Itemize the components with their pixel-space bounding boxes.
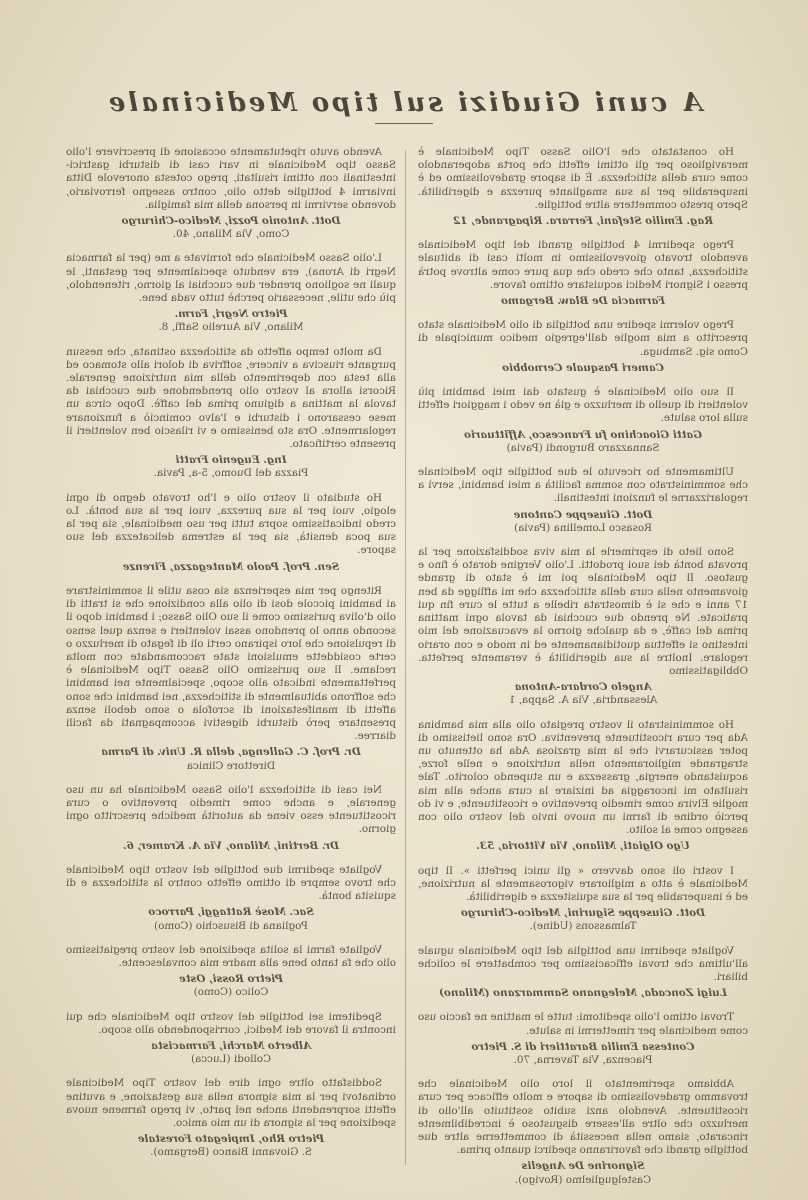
testimonial-signature: Angelo Cordara-Antona	[514, 681, 652, 694]
testimonial-entry	[418, 945, 748, 1001]
testimonial-entry	[418, 546, 748, 707]
testimonial-signature: Pietro Rho, Impiegato Forestale	[137, 1133, 325, 1146]
testimonial-signature: Dott. Giuseppe Sigurini, Medico-Chirurgo	[460, 907, 706, 920]
testimonial-entry	[418, 865, 748, 934]
testimonial-signature: Dott. Antonio Pozzi, Medico-Chirurgo	[121, 215, 341, 228]
testimonial-text: Avendo avuto ripetutamente occasione di prescrivere l'olio Sasso tipo Medicinale in vari casi di disturbi gastrici-intestinali con ottimi risultati, prego cotesta onorevole Ditta inviarmi 4 bottiglie detto olio, contro assegno ferroviario, dovendo servirmi in persona della mia famiglia.	[66, 146, 396, 211]
testimonial-text: Prego volermi spedire una bottiglia di olio Medicinale stato prescritto a mia moglie dall'egregio medico municipale di Como sig. Sambuga.	[418, 319, 748, 358]
testimonial-signature: Pietro Negri, Farm.	[174, 308, 288, 321]
testimonial-text: Abbiamo sperimentato il loro olio Medicinale che trovammo gradevolissimo di sapore e molto efficace per cura ricostituente. Avendolo anzi subito sostituito all'olio di merluzzo che oltre all'essere disgustoso è incredibilmente rincarato, siamo nella necessità di commetterne altre due bottiglie grandi che favoriranno spedirci quanto prima.	[418, 1078, 748, 1157]
testimonial-text: Trovai ottimo l'olio speditomi: tutte le mattine ne faccio uso come medicinale per rimettermi in salute.	[418, 1011, 748, 1037]
testimonial-text: Ho somministrato il vostro pregiato olio alla mia bambina Ada per cura ricostituente preventiva. Ora sono lietissimo di poter assicurarvi che la mia graziosa Ada ha ottenuto un stragrande miglioramento nella nutrizione e nelle forze, acquistando energia, grassezza e un stupendo colorito. Tale risultato mi incoraggia ad iniziare la cura anche alla mia moglie Elvira come rimedio preventivo e ricostituente, e vi do perciò ordine di farmi un nuovo invio del vostro olio con assegno come al solito.	[418, 718, 748, 837]
testimonial-entry	[418, 466, 748, 535]
testimonial-entry	[66, 146, 396, 241]
testimonial-entry	[66, 1011, 396, 1067]
testimonial-text: Vogliate farmi la solita spedizione del vostro pregiatissimo olio che fa tanto bene alla madre mia convalescente.	[66, 943, 396, 969]
testimonial-entry	[66, 492, 396, 574]
testimonial-entry	[418, 239, 748, 308]
testimonial-text: Il suo olio Medicinale è gustato dai miei bambini più volentieri di quello di merluzzo e già ne vedo i maggiori effetti sulla loro salute.	[418, 386, 748, 425]
testimonial-location: Castelguglielmo (Rovigo).	[514, 1173, 652, 1186]
testimonial-text: Ho studiato il vostro olio e l'ho trovato degno di ogni elogio, vuoi per la sua purezza, vuoi per la sua bontà. Lo credo indicatissimo sopra tutti per uso medicinale, sia per la sua poca densità, sia per la estrema delicatezza del suo sapore.	[66, 491, 396, 557]
testimonial-location: Piacenza, Via Taverna, 70.	[513, 1053, 653, 1066]
testimonial-text: Vogliate spedirmi due bottiglie del vostro tipo Medicinale che trovo sempre di ottimo effetto contro la stitichezza e di squisita bontà.	[66, 863, 396, 903]
testimonial-text: Ultimamente ho ricevuto le due bottiglie tipo Medicinale che somministrato con somma facilità a miei bambini, servì a regolarizzarne le funzioni intestinali.	[418, 466, 748, 505]
testimonial-text: I vostri oli sono davvero « gli unici perfetti ». Il tipo Medicinale è atto a migliorare vigorosamente la nutrizione, ed è insuperabile per la sua squisitezza e digeribilità.	[418, 864, 748, 903]
testimonial-text: Da molto tempo affetto da stitichezza ostinata, che nessun purgante riusciva a vincere, soffriva di dolori allo stomaco ed alla testa con deperimento della mia nutrizione generale. Ricorsi allora al vostro olio prendendone due cucchiai da tavola la mattina a digiuno prima del caffè. Dopo circa un mese cessarono i disturbi e l'alvo cominciò a funzionare regolarmente. Ora sto benissimo e vi rilascio ben volentieri il presente certificato.	[66, 345, 396, 451]
testimonial-signature: Signorine De Angelis	[521, 1160, 645, 1173]
testimonial-location: S. Giovanni Bianco (Bergamo).	[150, 1146, 312, 1159]
testimonial-entry	[66, 1077, 396, 1159]
testimonial-text: L'olio Sasso Medicinale che fornivate a me (per la farmacia Negri di Arona), era venduto specialmente per gestanti, le quali ne sogliono prender due cucchiai al giorno, ritenendolo, più che utile, necessario perchè tutto vada bene.	[66, 252, 396, 305]
testimonial-location: Collodi (Lucca)	[191, 1053, 271, 1066]
testimonial-signature: Dott. Giuseppe Cantone	[513, 508, 653, 521]
testimonial-text: Vogliate spedirmi una bottiglia del tipo Medicinale uguale all'ultima che trovai efficacissimo per combattere le coliche biliari.	[418, 944, 748, 983]
testimonial-signature: Contessa Emilia Barattieri di S. Pietro	[471, 1040, 695, 1053]
page-title: A cuni Giudizi sul tipo Medicinale	[105, 88, 703, 118]
testimonial-signature: Dr. Prof. C. Gallenga, della R. Univ. di Parma	[101, 746, 361, 759]
testimonial-location: Milano, Via Aurelio Saffi, 8.	[158, 321, 304, 334]
testimonial-entry	[418, 319, 748, 375]
title-rule	[375, 123, 433, 124]
testimonial-text: Ritengo per mia esperienza sia cosa utile il somministrare ai bambini piccole dosi di olio alla condizione che si tratti di olio d'oliva purissimo come il suo Olio Sasso; i bambini dopo il secondo anno lo prendono assai volentieri e senza quel senso di repulsione che loro ispirano certi oli di fegato di merluzzo o certe cosiddette emulsioni state raccomandate con molta reclame. Il suo purissimo Olio Sasso Tipo Medicinale è perfettamente indicato allo scopo, specialmente nei bambini che soffrono abitualmente di stitichezza, nei bambini che sono affetti di manifestazioni di scrofola o sono deboli senza presentare però disturbi digestivi accompagnati da facili diarree.	[66, 584, 396, 743]
testimonial-location: Alessandria, Via A. Sappa, 1	[508, 694, 658, 707]
testimonial-text: Soddisfatto oltre ogni dire del vostro Tipo Medicinale ordinatovi per la mia signora nella sua gestazione, e avutine effetti sorprendenti anche nel parto, vi prego farmene nuova spedizione per la signora di un mio amico.	[66, 1077, 396, 1129]
testimonial-location: Como, Via Milano, 40.	[172, 228, 290, 241]
testimonial-text: Ho constatato che l'Olio Sasso Tipo Medicinale è meraviglioso per gli ottimi effetti che porta adoperandolo come cura della stitichezza. È di sapore gradevolissimo ed è insuperabile per la sua smagliante purezza e digeribilità. Spero presto commettere altre bottiglie.	[418, 146, 748, 211]
testimonial-location: Colico (Como)	[193, 986, 269, 999]
testimonial-signature: Gatti Gioachino fu Francesco, Affittuario	[464, 428, 702, 441]
testimonial-signature: Sac. Mosè Rattaggi, Parroco	[148, 906, 314, 919]
column-divider	[405, 150, 406, 1165]
testimonial-signature: Luigi Zoncada, Melegnano Sammarzano (Milano)	[439, 987, 727, 1000]
testimonial-location: Talmassons (Udine).	[529, 920, 637, 933]
testimonial-entry	[66, 784, 396, 853]
testimonial-entry	[66, 346, 396, 481]
testimonial-text: Sono lieto di esprimerle la mia viva soddisfazione per la provata bontà dei suoi prodotti. L'olio Vergine dorato è fino e gustoso. Il tipo Medicinale poi mi è stato di grande giovamento nella cura della stitichezza che mi affligge da ben 17 anni e che si è dimostrata ribelle a tutte le cure fin qui praticate. Ne prendo due cucchiai da tavola ogni mattina prima del caffè, e da qualche giorno la evacuazione del mio intestino si effettua quotidianamente ed in modo e con orario regolare. Inoltre la sua digeribilità è veramente perfetta. Obbligatissimo	[418, 546, 748, 677]
testimonial-entry	[66, 252, 396, 334]
column-left-testimonials	[418, 146, 748, 1198]
testimonial-location: Rosasco Lomellina (Pavia)	[514, 521, 652, 534]
testimonial-entry	[66, 585, 396, 773]
testimonial-signature: Farmacia De Blaw. Bergamo	[501, 295, 665, 308]
testimonial-entry	[66, 944, 396, 1000]
testimonial-text: Nei casi di stitichezza l'olio Sasso Medicinale ha un uso generale, e anche come rimedio preventivo o cura ricostituente esso viene da autorità mediche prescritto ogni giorno.	[66, 783, 396, 836]
testimonial-signature: Sen. Prof. Paolo Mantegazza, Firenze	[122, 560, 340, 573]
testimonial-location: Pogliana di Bisuschio (Como)	[154, 919, 308, 932]
testimonial-signature: Cameri Pasquale Cernobbio	[502, 361, 664, 374]
testimonial-signature: Ugo Olgiati, Milano, Via Vittoria, 53.	[476, 840, 690, 853]
testimonial-location: Direttore Clinica	[186, 759, 276, 772]
testimonial-signature: Ing. Eugenio Fratti	[175, 454, 287, 467]
testimonial-location: Sannazzaro Burgondi (Pavia)	[506, 441, 660, 454]
testimonial-entry	[418, 386, 748, 455]
testimonial-text: Prego spedirmi 4 bottiglie grandi del tipo Medicinale avendolo trovato giovevolissimo in molti casi di abituale stitichezza, tanto che credo che qua pure come altrove potrà presso i Signori Medici acquistare ottimo favore.	[418, 239, 748, 291]
testimonial-entry	[418, 146, 748, 228]
testimonial-signature: Dr. Bertini, Milano, Via A. Kramer, 6.	[122, 839, 340, 852]
testimonial-entry	[418, 719, 748, 854]
testimonial-signature: Alberto Marchi, Farmacista	[151, 1039, 311, 1052]
testimonial-entry	[66, 864, 396, 933]
testimonial-signature: Pietro Rossi, Oste	[179, 973, 283, 986]
testimonial-entry	[418, 1078, 748, 1187]
testimonial-location: Piazza del Duomo, 5-a, Pavia.	[153, 467, 309, 480]
testimonial-signature: Rag. Emilio Stefani, Ferrara. Ripagrande, 12	[453, 215, 713, 228]
testimonial-text: Speditemi sei bottiglie del vostro tipo Medicinale che qui incontra il favore dei Medici, corrispondendo allo scopo.	[66, 1010, 396, 1036]
testimonial-entry	[418, 1011, 748, 1067]
column-right-testimonials	[66, 146, 396, 1171]
